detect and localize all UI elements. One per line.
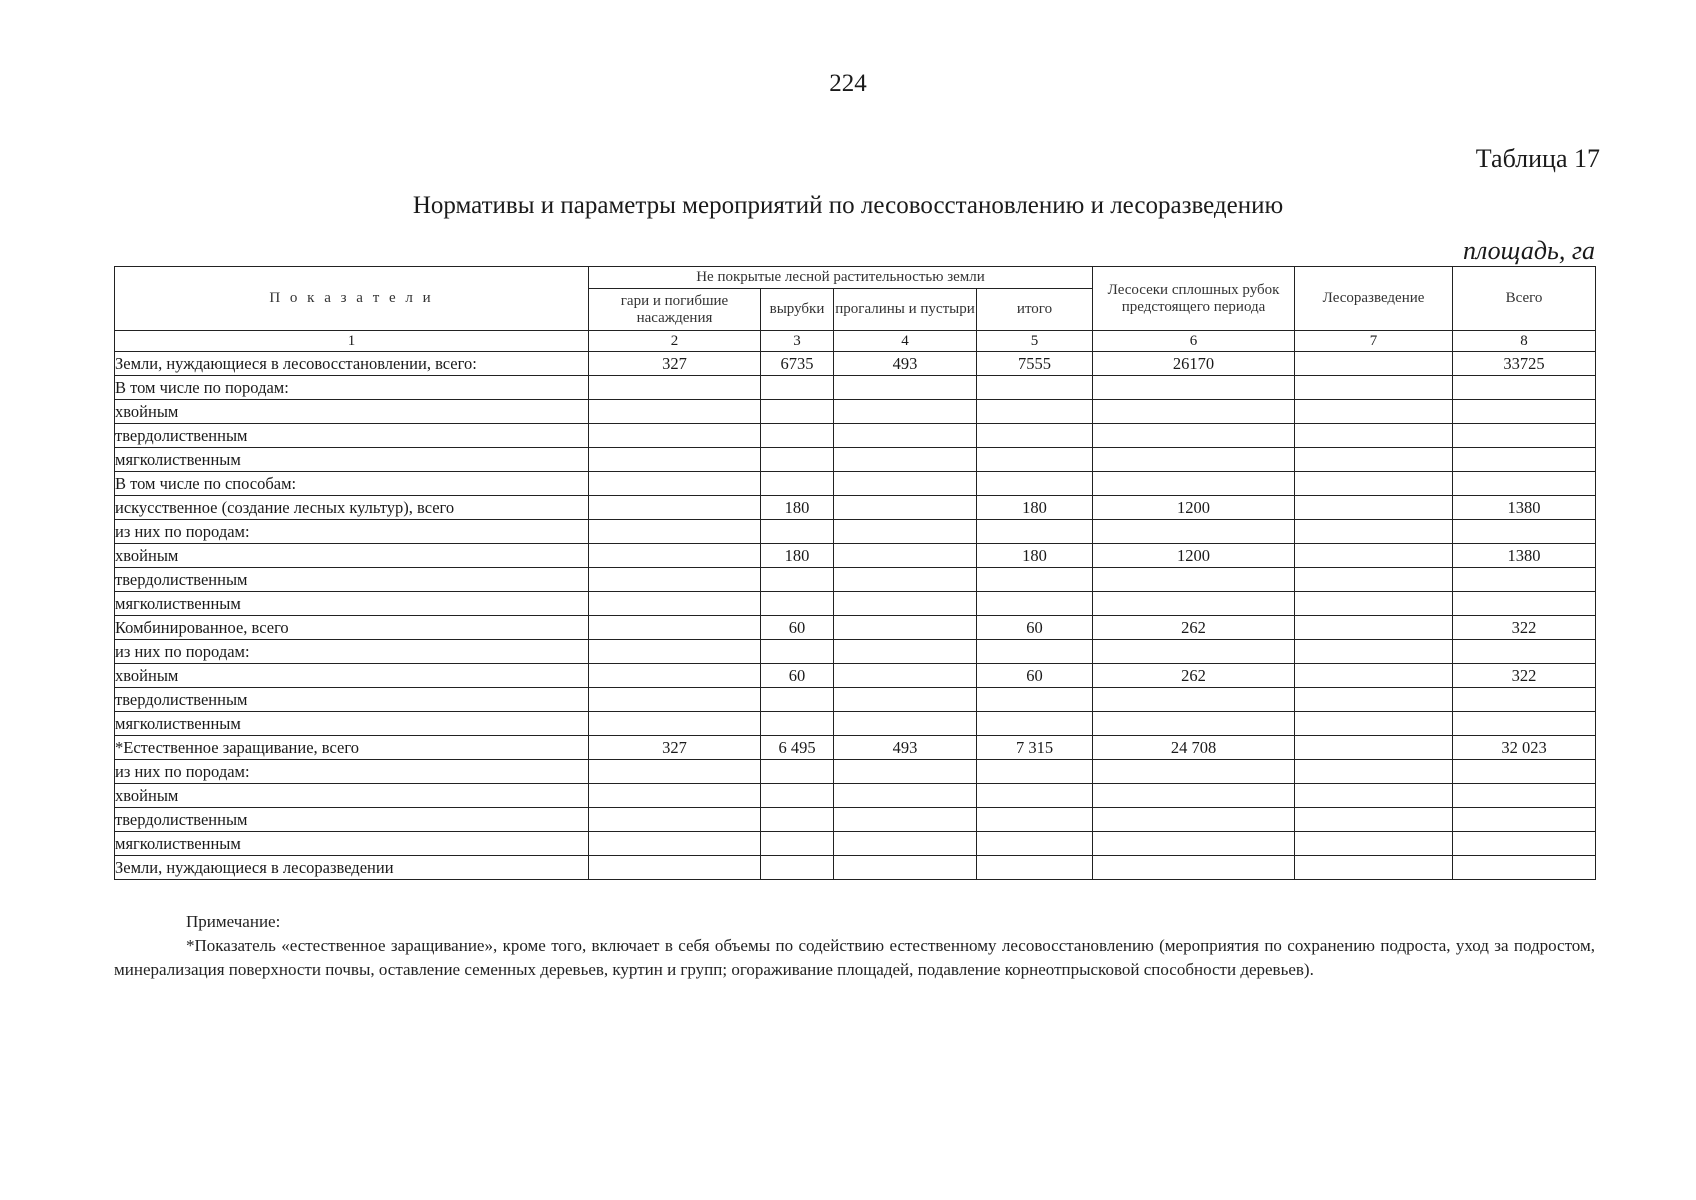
cell-col-8: 1380 — [1453, 544, 1596, 568]
cell-col-2 — [589, 856, 761, 880]
cell-col-7 — [1295, 520, 1453, 544]
cell-col-8: 33725 — [1453, 352, 1596, 376]
cell-col-5 — [977, 832, 1093, 856]
row-label: твердолиственным — [115, 568, 589, 592]
column-number: 4 — [834, 331, 977, 352]
cell-col-8: 322 — [1453, 664, 1596, 688]
column-number: 8 — [1453, 331, 1596, 352]
header-total: Всего — [1453, 267, 1596, 331]
cell-col-7 — [1295, 472, 1453, 496]
cell-col-2 — [589, 424, 761, 448]
table-row — [115, 520, 1596, 544]
cell-col-3: 6735 — [761, 352, 834, 376]
cell-col-4 — [834, 616, 977, 640]
table-row — [115, 616, 1596, 640]
cell-col-3 — [761, 424, 834, 448]
units-label: площадь, га — [1462, 236, 1595, 265]
cell-col-3 — [761, 400, 834, 424]
cell-col-3: 60 — [761, 664, 834, 688]
cell-col-8 — [1453, 568, 1596, 592]
table-row — [115, 832, 1596, 856]
row-label: мягколиственным — [115, 592, 589, 616]
column-number: 1 — [115, 331, 589, 352]
cell-col-7 — [1295, 712, 1453, 736]
cell-col-5 — [977, 712, 1093, 736]
cell-col-6 — [1093, 424, 1295, 448]
cell-col-8 — [1453, 472, 1596, 496]
column-number: 2 — [589, 331, 761, 352]
cell-col-5 — [977, 448, 1093, 472]
row-label: мягколиственным — [115, 448, 589, 472]
row-label: из них по породам: — [115, 640, 589, 664]
cell-col-5 — [977, 688, 1093, 712]
table-row — [115, 496, 1596, 520]
cell-col-8 — [1453, 592, 1596, 616]
table-label: Таблица 17 — [1475, 144, 1600, 173]
cell-col-6: 26170 — [1093, 352, 1295, 376]
column-number: 7 — [1295, 331, 1453, 352]
table-row — [115, 448, 1596, 472]
cell-col-7 — [1295, 376, 1453, 400]
table-row — [115, 688, 1596, 712]
cell-col-5 — [977, 376, 1093, 400]
cell-col-5 — [977, 856, 1093, 880]
cell-col-6 — [1093, 448, 1295, 472]
cell-col-7 — [1295, 640, 1453, 664]
cell-col-4 — [834, 856, 977, 880]
cell-col-4 — [834, 664, 977, 688]
cell-col-2 — [589, 760, 761, 784]
cell-col-7 — [1295, 616, 1453, 640]
cell-col-4 — [834, 760, 977, 784]
row-label: хвойным — [115, 784, 589, 808]
cell-col-8 — [1453, 784, 1596, 808]
cell-col-8 — [1453, 856, 1596, 880]
cell-col-4 — [834, 712, 977, 736]
page-number: 224 — [829, 70, 867, 97]
table-row — [115, 568, 1596, 592]
cell-col-8 — [1453, 448, 1596, 472]
cell-col-6 — [1093, 472, 1295, 496]
cell-col-5 — [977, 808, 1093, 832]
table-row — [115, 856, 1596, 880]
cell-col-3 — [761, 712, 834, 736]
cell-col-2 — [589, 616, 761, 640]
cell-col-5 — [977, 472, 1093, 496]
cell-col-4: 493 — [834, 352, 977, 376]
row-label: Земли, нуждающиеся в лесоразведении — [115, 856, 589, 880]
cell-col-5 — [977, 592, 1093, 616]
table-row — [115, 640, 1596, 664]
cell-col-2 — [589, 520, 761, 544]
cell-col-4 — [834, 640, 977, 664]
row-label: твердолиственным — [115, 424, 589, 448]
cell-col-4 — [834, 424, 977, 448]
cell-col-6 — [1093, 640, 1295, 664]
cell-col-7 — [1295, 784, 1453, 808]
cell-col-5: 180 — [977, 496, 1093, 520]
cell-col-4 — [834, 400, 977, 424]
cell-col-5 — [977, 784, 1093, 808]
cell-col-8 — [1453, 712, 1596, 736]
cell-col-4 — [834, 688, 977, 712]
cell-col-4 — [834, 544, 977, 568]
cell-col-2 — [589, 640, 761, 664]
cell-col-3: 6 495 — [761, 736, 834, 760]
cell-col-2 — [589, 712, 761, 736]
cell-col-8 — [1453, 688, 1596, 712]
column-number: 3 — [761, 331, 834, 352]
row-label: хвойным — [115, 400, 589, 424]
cell-col-8 — [1453, 832, 1596, 856]
table-row — [115, 472, 1596, 496]
table-row — [115, 400, 1596, 424]
row-label: хвойным — [115, 664, 589, 688]
row-label: искусственное (создание лесных культур), всего — [115, 496, 589, 520]
cell-col-2 — [589, 544, 761, 568]
cell-col-7 — [1295, 760, 1453, 784]
cell-col-3: 60 — [761, 616, 834, 640]
cell-col-6 — [1093, 784, 1295, 808]
cell-col-2 — [589, 472, 761, 496]
cell-col-3 — [761, 832, 834, 856]
header-subtotal: итого — [977, 289, 1093, 331]
cell-col-8 — [1453, 808, 1596, 832]
cell-col-2 — [589, 664, 761, 688]
cell-col-5 — [977, 760, 1093, 784]
cell-col-6 — [1093, 688, 1295, 712]
table-row — [115, 544, 1596, 568]
cell-col-4 — [834, 784, 977, 808]
cell-col-8 — [1453, 640, 1596, 664]
table-row — [115, 784, 1596, 808]
header-indicators: П о к а з а т е л и — [115, 267, 589, 331]
cell-col-2 — [589, 400, 761, 424]
cell-col-7 — [1295, 352, 1453, 376]
cell-col-5 — [977, 400, 1093, 424]
cell-col-8 — [1453, 760, 1596, 784]
cell-col-5: 7555 — [977, 352, 1093, 376]
row-label: из них по породам: — [115, 760, 589, 784]
cell-col-3 — [761, 448, 834, 472]
cell-col-6 — [1093, 856, 1295, 880]
table-row — [115, 376, 1596, 400]
note-title: Примечание: — [186, 912, 281, 931]
row-label: мягколиственным — [115, 712, 589, 736]
cell-col-4 — [834, 520, 977, 544]
cell-col-7 — [1295, 808, 1453, 832]
cell-col-7 — [1295, 736, 1453, 760]
cell-col-6: 24 708 — [1093, 736, 1295, 760]
header-burned: гари и погибшие насаждения — [589, 289, 761, 331]
cell-col-4 — [834, 376, 977, 400]
cell-col-6 — [1093, 712, 1295, 736]
cell-col-3 — [761, 376, 834, 400]
table-row — [115, 736, 1596, 760]
cell-col-3: 180 — [761, 496, 834, 520]
cell-col-4 — [834, 808, 977, 832]
row-label: твердолиственным — [115, 688, 589, 712]
cell-col-5: 60 — [977, 664, 1093, 688]
column-number: 5 — [977, 331, 1093, 352]
cell-col-3 — [761, 856, 834, 880]
cell-col-3 — [761, 760, 834, 784]
table-row — [115, 424, 1596, 448]
table-row — [115, 664, 1596, 688]
cell-col-3 — [761, 784, 834, 808]
cell-col-6: 262 — [1093, 616, 1295, 640]
cell-col-6 — [1093, 376, 1295, 400]
cell-col-6 — [1093, 568, 1295, 592]
cell-col-4 — [834, 496, 977, 520]
header-clearcut: Лесосеки сплошных рубок предстоящего периода — [1093, 267, 1295, 331]
cell-col-4 — [834, 568, 977, 592]
cell-col-7 — [1295, 592, 1453, 616]
cell-col-4 — [834, 832, 977, 856]
cell-col-3 — [761, 808, 834, 832]
cell-col-5 — [977, 424, 1093, 448]
cell-col-8 — [1453, 520, 1596, 544]
cell-col-6 — [1093, 520, 1295, 544]
row-label: мягколиственным — [115, 832, 589, 856]
cell-col-4 — [834, 472, 977, 496]
cell-col-6 — [1093, 832, 1295, 856]
cell-col-5 — [977, 520, 1093, 544]
cell-col-7 — [1295, 400, 1453, 424]
cell-col-5 — [977, 568, 1093, 592]
cell-col-5: 7 315 — [977, 736, 1093, 760]
table-row — [115, 352, 1596, 376]
cell-col-8: 322 — [1453, 616, 1596, 640]
row-label: Комбинированное, всего — [115, 616, 589, 640]
cell-col-7 — [1295, 448, 1453, 472]
cell-col-7 — [1295, 856, 1453, 880]
cell-col-8: 1380 — [1453, 496, 1596, 520]
cell-col-6: 1200 — [1093, 544, 1295, 568]
column-number: 6 — [1093, 331, 1295, 352]
column-number-row — [115, 331, 1596, 352]
header-afforestation: Лесоразведение — [1295, 267, 1453, 331]
cell-col-7 — [1295, 544, 1453, 568]
table-row — [115, 712, 1596, 736]
cell-col-2 — [589, 376, 761, 400]
cell-col-6: 262 — [1093, 664, 1295, 688]
note-text: *Показатель «естественное заращивание», кроме того, включает в себя объемы по содействию естественному лесовосстановлению (мероприятия по сохранению подроста, уход за подростом, минерализация поверхности почвы, оставление семенных деревьев, куртин и групп; огораживание площадей, подавление корнеотпрысковой способности деревьев). — [114, 936, 1595, 979]
row-label: Земли, нуждающиеся в лесовосстановлении, всего: — [115, 352, 589, 376]
cell-col-2 — [589, 808, 761, 832]
cell-col-8: 32 023 — [1453, 736, 1596, 760]
table-row — [115, 592, 1596, 616]
row-label: В том числе по способам: — [115, 472, 589, 496]
norms-table — [114, 266, 1596, 880]
cell-col-2 — [589, 688, 761, 712]
cell-col-6 — [1093, 808, 1295, 832]
cell-col-3 — [761, 640, 834, 664]
cell-col-6 — [1093, 592, 1295, 616]
cell-col-3 — [761, 688, 834, 712]
cell-col-3 — [761, 592, 834, 616]
cell-col-8 — [1453, 424, 1596, 448]
row-label: *Естественное заращивание, всего — [115, 736, 589, 760]
cell-col-3 — [761, 568, 834, 592]
cell-col-2 — [589, 784, 761, 808]
cell-col-4 — [834, 448, 977, 472]
cell-col-3: 180 — [761, 544, 834, 568]
document-title: Нормативы и параметры мероприятий по лесовосстановлению и лесоразведению — [412, 192, 1284, 219]
row-label: хвойным — [115, 544, 589, 568]
cell-col-7 — [1295, 496, 1453, 520]
cell-col-4 — [834, 592, 977, 616]
cell-col-2 — [589, 592, 761, 616]
cell-col-3 — [761, 472, 834, 496]
cell-col-6: 1200 — [1093, 496, 1295, 520]
cell-col-3 — [761, 520, 834, 544]
row-label: В том числе по породам: — [115, 376, 589, 400]
cell-col-6 — [1093, 400, 1295, 424]
row-label: твердолиственным — [115, 808, 589, 832]
cell-col-7 — [1295, 568, 1453, 592]
table-row — [115, 760, 1596, 784]
cell-col-7 — [1295, 424, 1453, 448]
cell-col-7 — [1295, 688, 1453, 712]
cell-col-2: 327 — [589, 352, 761, 376]
cell-col-2: 327 — [589, 736, 761, 760]
header-uncovered-lands: Не покрытые лесной растительностью земли — [589, 267, 1093, 289]
cell-col-5: 60 — [977, 616, 1093, 640]
cell-col-6 — [1093, 760, 1295, 784]
cell-col-2 — [589, 568, 761, 592]
cell-col-7 — [1295, 832, 1453, 856]
table-row — [115, 808, 1596, 832]
cell-col-5 — [977, 640, 1093, 664]
cell-col-4: 493 — [834, 736, 977, 760]
header-cuttings: вырубки — [761, 289, 834, 331]
cell-col-7 — [1295, 664, 1453, 688]
cell-col-2 — [589, 832, 761, 856]
header-glades: прогалины и пустыри — [834, 289, 977, 331]
cell-col-5: 180 — [977, 544, 1093, 568]
cell-col-2 — [589, 496, 761, 520]
cell-col-2 — [589, 448, 761, 472]
cell-col-8 — [1453, 376, 1596, 400]
row-label: из них по породам: — [115, 520, 589, 544]
table-body — [115, 331, 1596, 880]
cell-col-8 — [1453, 400, 1596, 424]
